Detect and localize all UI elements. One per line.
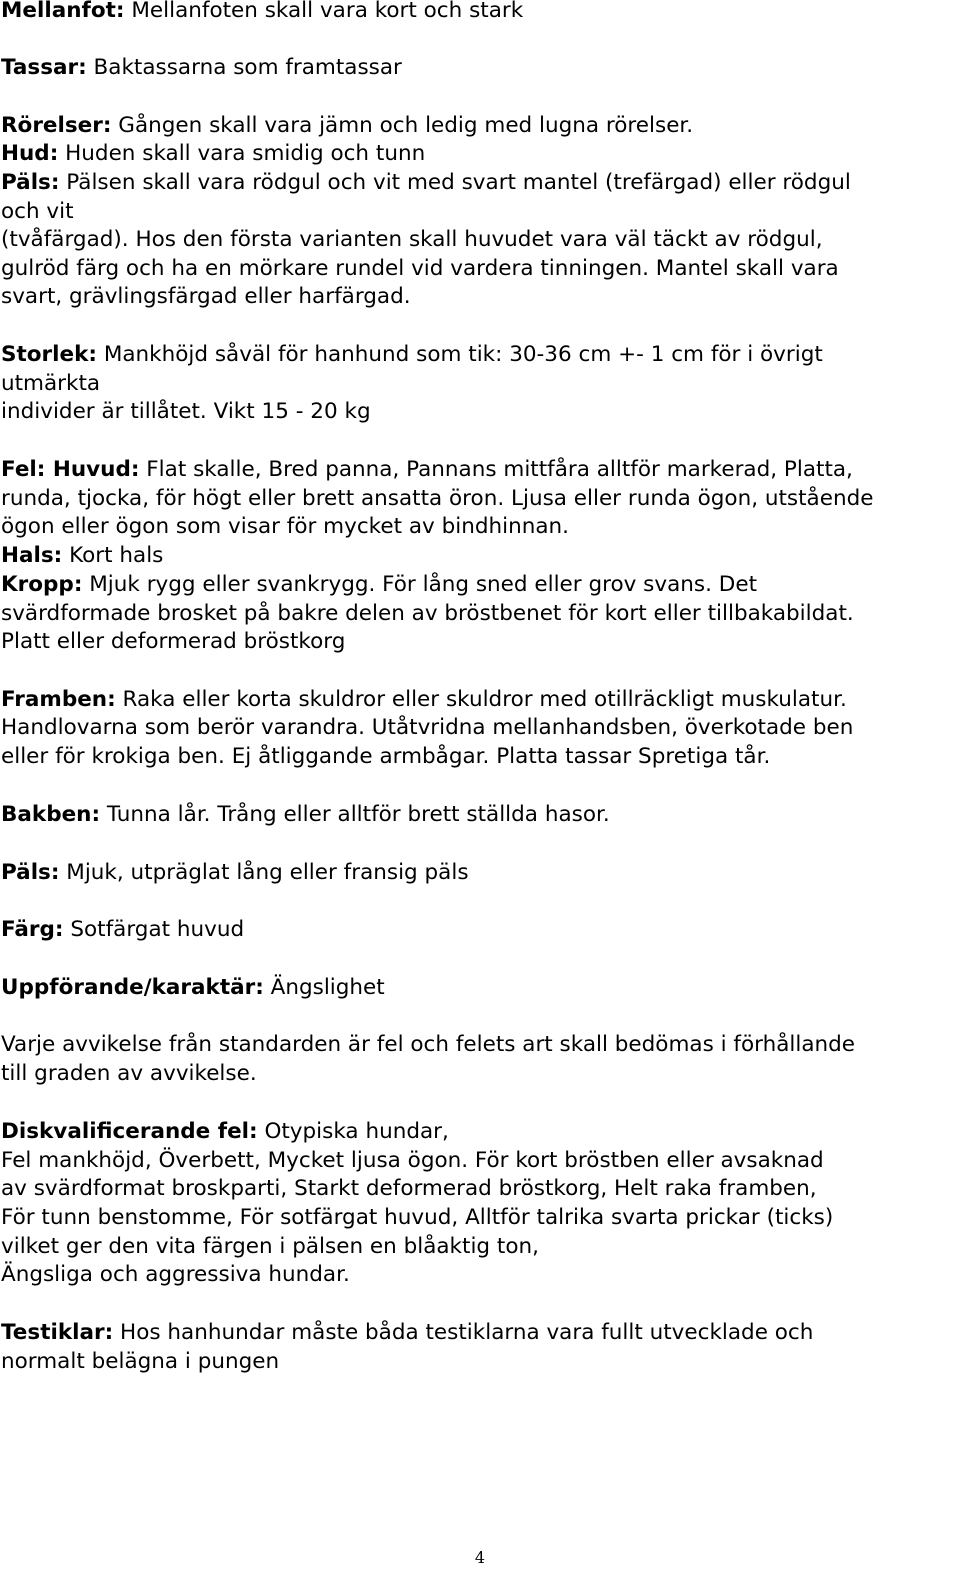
field-text: Baktassarna som framtassar: [86, 55, 402, 80]
field-text: Mjuk, utpräglat lång eller fransig päls: [59, 860, 469, 885]
field-text: till graden av avvikelse.: [1, 1061, 257, 1086]
text-line: [1, 401, 371, 423]
field-label: Diskvalificerande fel:: [1, 1119, 258, 1144]
text-line: [1, 258, 839, 280]
field-label: Fel: Huvud:: [1, 457, 140, 482]
text-line: [1, 603, 854, 625]
field-label: Färg:: [1, 917, 64, 942]
field-text: Hos hanhundar måste båda testiklarna vara fullt utvecklade och: [113, 1320, 814, 1345]
field-text: av svärdformat broskparti, Starkt deformerad bröstkorg, Helt raka framben,: [1, 1176, 817, 1201]
field-text: Platt eller deformerad bröstkorg: [1, 629, 346, 654]
field-text: (tvåfärgad). Hos den första varianten skall huvudet vara väl täckt av rödgul,: [1, 227, 823, 252]
text-line: [1, 1034, 855, 1056]
field-text: För tunn benstomme, För sotfärgat huvud, Alltför talrika svarta prickar (ticks): [1, 1205, 834, 1230]
field-text: ögon eller ögon som visar för mycket av bindhinnan.: [1, 514, 569, 539]
text-line: [1, 1207, 833, 1229]
text-line: [1, 1351, 279, 1373]
text-line: [1, 631, 345, 653]
text-line: [1, 459, 853, 481]
field-text: och vit: [1, 199, 74, 224]
field-label: Framben:: [1, 687, 116, 712]
text-line: [1, 977, 385, 999]
text-line: [1, 862, 469, 884]
text-line: [1, 229, 823, 251]
field-text: Sotfärgat huvud: [63, 917, 245, 942]
text-line: [1, 717, 853, 739]
field-text: Kort hals: [62, 543, 164, 568]
field-label: Päls:: [1, 860, 60, 885]
field-text: Mellanfoten skall vara kort och stark: [124, 0, 524, 23]
field-label: Mellanfot:: [1, 0, 125, 23]
text-line: [1, 488, 873, 510]
text-line: [1, 373, 100, 395]
field-text: Ängsliga och aggressiva hundar.: [1, 1262, 350, 1287]
field-label: Storlek:: [1, 342, 97, 367]
field-label: Testiklar:: [1, 1320, 114, 1345]
text-line: [1, 286, 411, 308]
field-text: Huden skall vara smidig och tunn: [58, 141, 426, 166]
field-label: Hals:: [1, 543, 63, 568]
field-text: normalt belägna i pungen: [1, 1349, 280, 1374]
text-line: [1, 1121, 449, 1143]
field-text: vilket ger den vita färgen i pälsen en blåaktig ton,: [1, 1234, 539, 1259]
field-text: Fel mankhöjd, Överbett, Mycket ljusa ögon. För kort bröstben eller avsaknad: [1, 1148, 824, 1173]
field-text: runda, tjocka, för högt eller brett ansatta öron. Ljusa eller runda ögon, utstående: [1, 486, 874, 511]
field-text: Mjuk rygg eller svankrygg. För lång sned eller grov svans. Det: [82, 572, 757, 597]
text-line: [1, 143, 425, 165]
field-label: Tassar:: [1, 55, 87, 80]
field-text: Tunna lår. Trång eller alltför brett ställda hasor.: [100, 802, 610, 827]
field-label: Kropp:: [1, 572, 83, 597]
field-text: svärdformade brosket på bakre delen av bröstbenet för kort eller tillbakabildat.: [1, 601, 854, 626]
field-label: Hud:: [1, 141, 59, 166]
field-text: Mankhöjd såväl för hanhund som tik: 30-36 cm +- 1 cm för i övrigt: [96, 342, 823, 367]
field-label: Rörelser:: [1, 113, 112, 138]
field-text: eller för krokiga ben. Ej åtliggande armbågar. Platta tassar Spretiga tår.: [1, 744, 771, 769]
text-line: [1, 1063, 257, 1085]
field-text: individer är tillåtet. Vikt 15 - 20 kg: [1, 399, 371, 424]
text-line: [1, 516, 569, 538]
field-label: Bakben:: [1, 802, 101, 827]
text-line: [1, 201, 74, 223]
text-line: [1, 57, 402, 79]
text-line: [1, 172, 851, 194]
field-text: Flat skalle, Bred panna, Pannans mittfåra alltför markerad, Platta,: [139, 457, 853, 482]
text-line: [1, 1150, 824, 1172]
text-line: [1, 804, 610, 826]
field-text: Ängslighet: [263, 975, 385, 1000]
field-text: Handlovarna som berör varandra. Utåtvridna mellanhandsben, överkotade ben: [1, 715, 854, 740]
text-line: [1, 1264, 350, 1286]
text-line: [1, 689, 847, 711]
text-line: [1, 1178, 817, 1200]
text-line: [1, 919, 244, 941]
field-text: Raka eller korta skuldror eller skuldror med otillräckligt muskulatur.: [115, 687, 847, 712]
text-line: [1, 574, 757, 596]
field-text: Otypiska hundar,: [257, 1119, 449, 1144]
field-text: Pälsen skall vara rödgul och vit med svart mantel (trefärgad) eller rödgul: [59, 170, 851, 195]
field-text: utmärkta: [1, 371, 101, 396]
field-text: gulröd färg och ha en mörkare rundel vid vardera tinningen. Mantel skall vara: [1, 256, 839, 281]
text-line: [1, 1236, 539, 1258]
field-label: Päls:: [1, 170, 60, 195]
field-text: Varje avvikelse från standarden är fel och felets art skall bedömas i förhållande: [1, 1032, 856, 1057]
text-line: [1, 746, 770, 768]
field-label: Uppförande/karaktär:: [1, 975, 264, 1000]
text-line: [1, 344, 823, 366]
text-line: [1, 545, 163, 567]
page-number: 4: [474, 1548, 486, 1567]
field-text: svart, grävlingsfärgad eller harfärgad.: [1, 284, 411, 309]
text-line: [1, 1322, 813, 1344]
text-line: [1, 0, 523, 22]
field-text: Gången skall vara jämn och ledig med lugna rörelser.: [111, 113, 694, 138]
text-line: [1, 115, 693, 137]
